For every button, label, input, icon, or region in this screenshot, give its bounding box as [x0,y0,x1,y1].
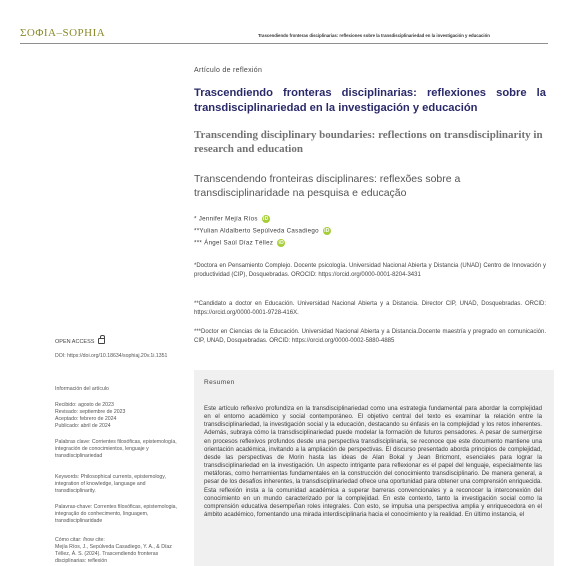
affiliation-3: ***Doctor en Ciencias de la Educación. Universidad Nacional Abierta y a Distancia.Docente maestría y pregrado en comunicación. CIP, UNAD, Dosquebradas. ORCID: https://orcid.org/0000-0002-5880-4885 [194,329,546,345]
abstract-body: Este artículo reflexivo profundiza en la transdisciplinariedad como una estrategia fundamental para abordar la complejidad en el entorno académico y social contemporáneo. El objetivo central del texto es examinar la relación entre la transdisciplinariedad, la investigación social y la educación, destacando su énfasis en la complejidad y los retos inherentes. Además, subraya cómo la transdisciplinariedad puede modelar la formación de futuros pensadores. A pesar de sumergirse en procesos reflexivos profundos desde una perspectiva transdisciplinaria, se reconoce que este documento mantiene una orientación académica, invitando a la ampliación de perspectivas. El discurso presentado aborda principios de complejidad, desde las perspectivas de Morin hasta las ideas de Alan Bokal y Jean Bricmont, esenciales para lograr la transdisciplinariedad en la investigación. Un aspecto intrigante para reflexionar es el papel del lenguaje, especialmente las metáforas, como herramientas fundamentales en la construcción del conocimiento transdisciplinario. De manera general, a pesar de los desafíos inherentes, la transdisciplinariedad ofrece una oportunidad para obtener una comprensión enriquecida. Esta reflexión insta a la comunidad académica a superar barreras convencionales y a reconocer la interconexión del conocimiento en un mundo caracterizado por la complejidad. En este contexto, tanto la investigación social como la comprensión educativa desempeñan roles integrales. Con esto, se impulsa una perspectiva amplia y enriquecedora en el ámbito académico, fomentando una mirada interdisciplinaria hacia el conocimiento y la realidad. En último instancia, el [204,405,542,519]
orcid-icon[interactable]: iD [324,228,330,234]
open-lock-icon [98,338,105,344]
author-1 [194,215,270,223]
received-date: Recibido: agosto de 2023 [55,402,114,408]
cite-heading: Cómo citar: /how cite: [55,537,105,543]
cite-text: Mejía Ríos, J., Sepúlveda Casadiego, Y. A., & Díaz Téllez, Á. S. (2024). Trascendiendo fronteras disciplinarias: reflexión [55,544,172,564]
orcid-icon[interactable]: iD [278,240,285,246]
keywords-portuguese: Palavras-chave: Correntes filosóficas, epistemologia, integração do conhecimento, linguagem, transdisciplinaridade [55,504,177,524]
header-divider [20,43,548,44]
author-name: *** Ángel Saúl Díaz Téllez [194,239,274,247]
journal-name: ΣΟΦΙΑ–SOPHIA [20,27,106,39]
doi-link[interactable]: DOI: https://doi.org/10.18634/sophiaj.20v.1i.1351 [55,353,168,359]
title-english: Transcending disciplinary boundaries: reflections on transdisciplinarity in research and education [194,129,543,155]
keywords-english: Keywords: Philosophical currents, epistemology, integration of knowledge, language and transdisciplinarity. [55,474,166,494]
article-info-heading: Información del artículo [55,386,109,392]
open-access-label: OPEN ACCESS [55,339,95,345]
open-access-badge [55,337,105,345]
running-title: Trascendiendo fronteras disciplinarias: reflexiones sobre la transdisciplinariedad en la investigación y educación [258,33,490,38]
title-portuguese: Transcendendo fronteiras disciplinares: reflexões sobre a transdisciplinaridade na pesquisa e educação [194,173,461,199]
abstract-heading: Resumen [204,379,235,386]
published-date: Publicado: abril de 2024 [55,423,111,429]
revised-date: Revisado: septiembre de 2023 [55,409,126,415]
affiliation-2: **Candidato a doctor en Educación. Universidad Nacional Abierta y a Distancia. Director CIP, UNAD, Dosquebradas. ORCID: https://orcid.org/0000-0001-9728-416X. [194,301,546,317]
title-spanish: Trascendiendo fronteras disciplinarias: reflexiones sobre la transdisciplinariedad en la investigación y educación [194,87,546,114]
author-3 [194,239,285,247]
author-name: **Yulian Aldalberto Sepúlveda Casadiego [194,227,319,235]
author-name: * Jennifer Mejía Ríos [194,215,258,223]
keywords-spanish: Palabras clave: Corrientes filosóficas, epistemología, integración de conocimientos, lenguaje y transdisciplinariedad [55,439,177,459]
author-2 [194,227,331,235]
accepted-date: Aceptado: febrero de 2024 [55,416,117,422]
section-label: Artículo de reflexión [194,67,263,74]
affiliation-1: *Doctora en Pensamiento Complejo. Docente psicología. Universidad Nacional Abierta y Distancia (UNAD) Centro de Innovación y productividad (CIP), Dosquebradas. OROCID: https://orcid.org/0000-0001-8204-3431 [194,263,546,279]
orcid-icon[interactable]: iD [262,216,269,222]
